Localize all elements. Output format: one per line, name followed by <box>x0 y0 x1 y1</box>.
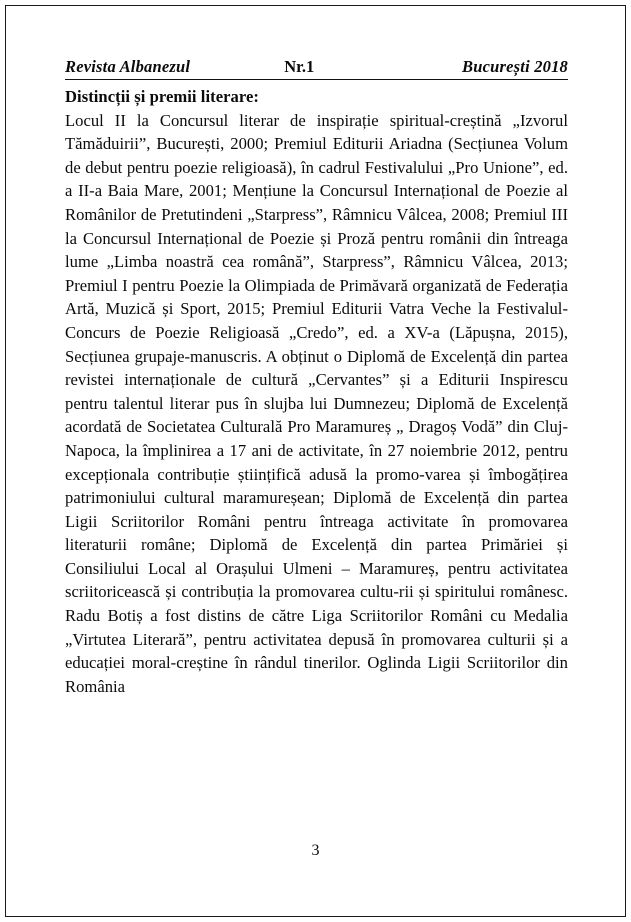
page-number-folio: 3 <box>311 842 320 859</box>
body-paragraph: Locul II la Concursul literar de inspirație spiritual-creștină „Izvorul Tămăduirii”, București, 2000; Premiul Editurii Ariadna (Secțiunea Volum de debut pentru poezie religioasă), în cadrul Festivalului „Pro Unione”, ed. a II-a Baia Mare, 2001; Mențiune la Concursul Internațional de Poezie al Românilor de Pretutindeni „Starpress”, Râmnicu Vâlcea, 2008; Premiul III la Concursul Internațional de Poezie și Proză pentru românii din întreaga lume „Limba noastră cea română”, Starpress”, Râmnicu Vâlcea, 2013; Premiul I pentru Poezie la Olimpiada de Primăvară organizată de Federația Artă, Muzică și Sport, 2015; Premiul Editurii Vatra Veche la Festivalul-Concurs de Poezie Religioasă „Credo”, ed. a XV-a (Lăpușna, 2015), Secțiunea grupaje-manuscris. A obținut o Diplomă de Excelență din partea revistei internaționale de cultură „Cervantes” și a Editurii Inspirescu pentru talentul literar pus în slujba lui Dumnezeu; Diplomă de Excelență acordată de Societatea Culturală Pro Maramureș „ Dragoș Vodă” din Cluj-Napoca, la împlinirea a 17 ani de activitate, în 27 noiembrie 2012, pentru excepționala contribuție științifică adusă la promo-varea și îmbogățirea patrimoniului cultural maramureșean; Diplomă de Excelență din partea Ligii Scriitorilor Români pentru întreaga activitate în promovarea literaturii române; Diplomă de Excelență din partea Primăriei și Consiliului Local al Orașului Ulmeni – Maramureș, pentru activitatea scriitoricească și contribuția la promovarea cultu-rii și spiritului românesc. Radu Botiș a fost distins de către Liga Scriitorilor Români cu Medalia „Virtutea Literară”, pentru activitatea depusă în promovarea culturii și a educației moral-creștine în rândul tinerilor. Oglinda Ligii Scriitorilor din România <box>65 110 568 696</box>
header-journal-title: Revista Albanezul <box>65 57 191 76</box>
page-content <box>65 85 568 698</box>
header-place-year: București 2018 <box>462 57 568 76</box>
running-header <box>65 57 568 79</box>
section-heading: Distincții și premii literare: <box>65 87 259 106</box>
header-divider-rule <box>65 79 568 80</box>
header-issue-number: Nr.1 <box>284 57 315 76</box>
